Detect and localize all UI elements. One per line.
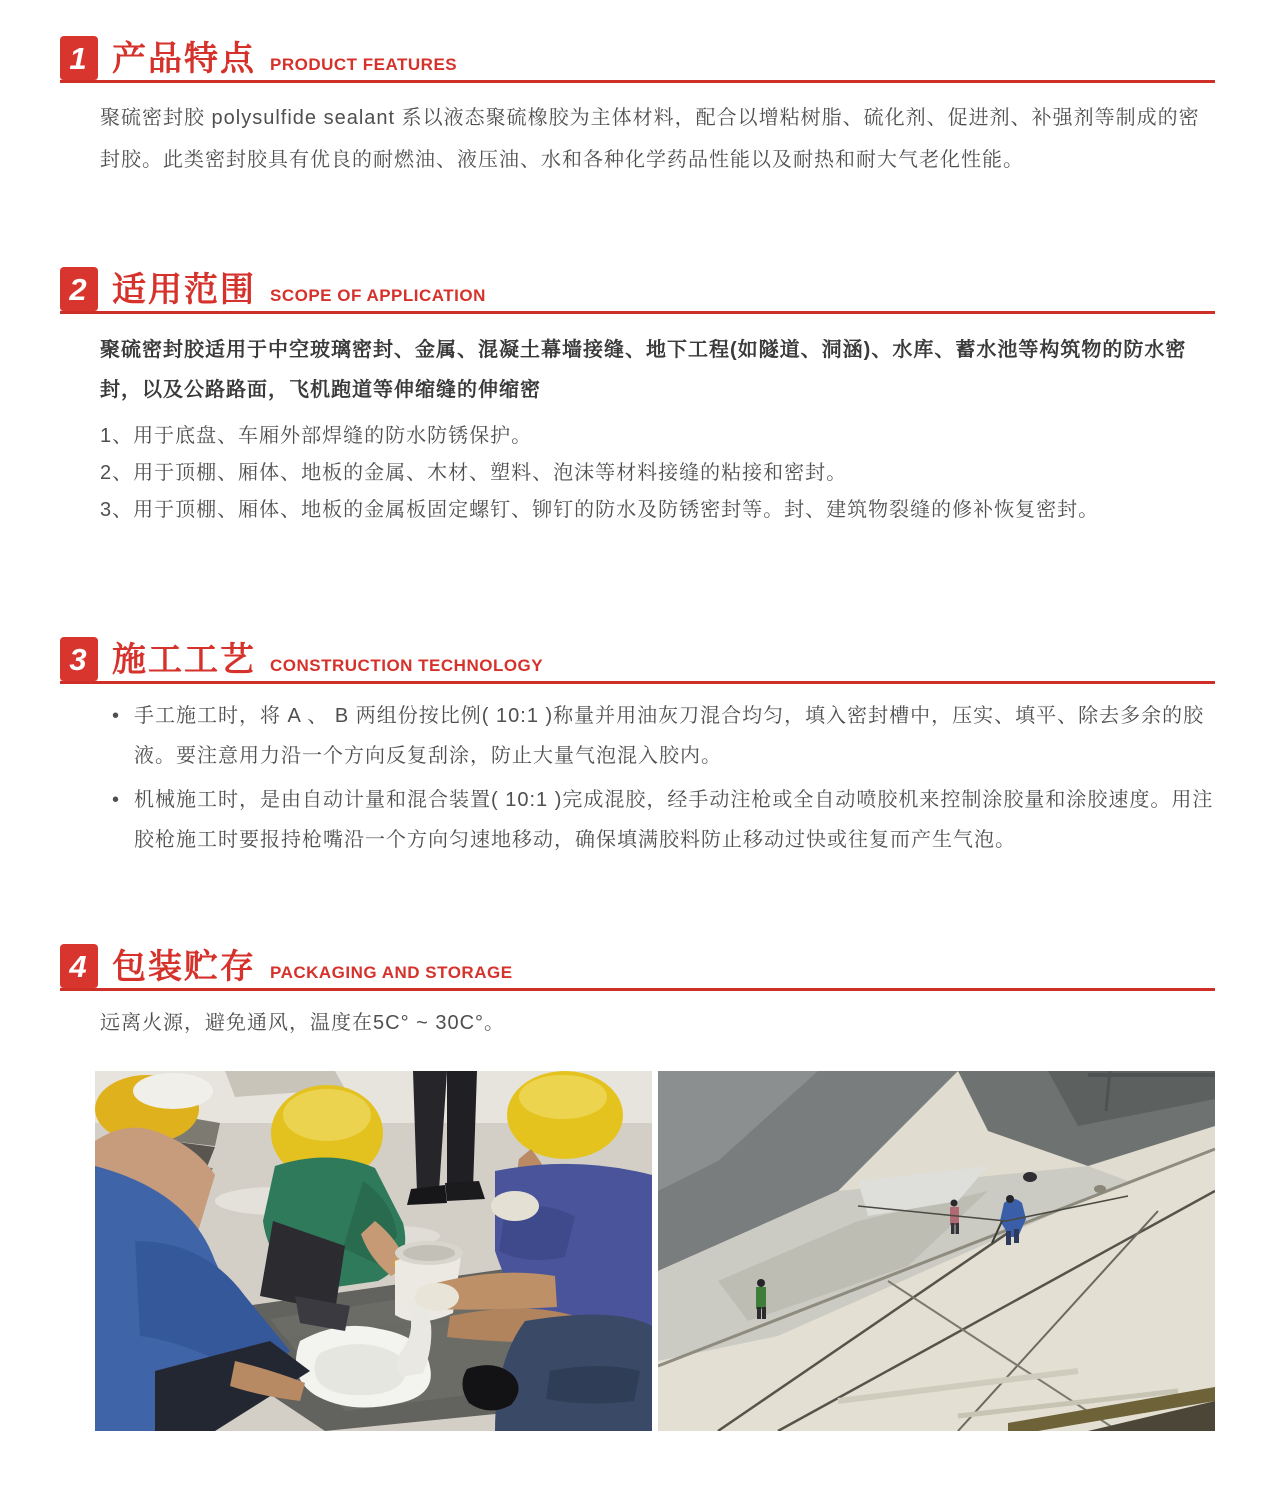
list-item: 1、用于底盘、车厢外部焊缝的防水防锈保护。 (100, 425, 533, 447)
section-1-header (60, 36, 1215, 83)
section-3-number-badge (60, 637, 98, 681)
spacer (0, 181, 1280, 267)
section-number: 3 (69, 641, 87, 677)
construction-steps-list (112, 696, 1215, 860)
list-item: 3、用于顶棚、厢体、地板的金属板固定螺钉、铆钉的防水及防锈密封等。封、建筑物裂缝的修补恢复密封。 (100, 499, 1100, 521)
application-list (100, 418, 1215, 529)
section-4-number-badge (60, 944, 98, 988)
bullet-item: • 手工施工时，将 A 、 B 两组份按比例( 10:1 )称量并用油灰刀混合均匀，填入密封槽中，压实、填平、除去多余的胶液。要注意用力沿一个方向反复刮涂，防止大量气泡混入胶内。 (112, 696, 1215, 776)
section-scope-of-application (0, 267, 1280, 529)
concrete-slope-illustration (658, 1071, 1215, 1431)
section-1-number-badge (60, 36, 98, 80)
worker-far (1023, 1172, 1037, 1182)
section-title-en: SCOPE OF APPLICATION (270, 286, 486, 305)
section-packaging-and-storage (0, 944, 1280, 1041)
section-2-header (60, 267, 1215, 314)
list-item: 2、用于顶棚、厢体、地板的金属、木材、塑料、泡沫等材料接缝的粘接和密封。 (100, 462, 848, 484)
section-1-paragraph: 聚硫密封胶 polysulfide sealant 系以液态聚硫橡胶为主体材料，配合以增粘树脂、硫化剂、促进剂、补强剂等制成的密封胶。此类密封胶具有优良的耐燃油、液压油、水和各种化学药品性能以及耐热和耐大气老化性能。 (100, 107, 1200, 171)
section-number: 4 (69, 948, 87, 984)
section-title-zh: 适用范围 (112, 271, 256, 310)
storage-instructions: 远离火源，避免通风，温度在5C° ~ 30C°。 (100, 1012, 506, 1034)
section-title-en: CONSTRUCTION TECHNOLOGY (270, 656, 544, 675)
photo-row (95, 1071, 1215, 1431)
section-construction-technology (0, 637, 1280, 860)
spacer (0, 864, 1280, 944)
section-2-lead-paragraph: 聚硫密封胶适用于中空玻璃密封、金属、混凝土幕墙接缝、地下工程(如隧道、洞涵)、水库、蓄水池等构筑物的防水密封，以及公路路面，飞机跑道等伸缩缝的伸缩密 (100, 339, 1187, 401)
section-title-zh: 产品特点 (112, 40, 256, 79)
section-number: 2 (69, 271, 87, 307)
section-4-header (60, 944, 1215, 991)
spacer (0, 529, 1280, 637)
section-title-zh: 施工工艺 (112, 641, 256, 680)
bullet-item: • 机械施工时，是由自动计量和混合装置( 10:1 )完成混胶，经手动注枪或全自动喷胶机来控制涂胶量和涂胶速度。用注胶枪施工时要报持枪嘴沿一个方向匀速地移动，确保填满胶料防止移动过快或往复而产生气泡。 (112, 780, 1215, 860)
photo-concrete-slope (658, 1071, 1215, 1431)
workers-sealant-illustration (95, 1071, 652, 1431)
section-title-en: PRODUCT FEATURES (270, 55, 458, 74)
section-product-features (0, 0, 1280, 181)
section-3-header (60, 637, 1215, 684)
section-title-zh: 包装贮存 (112, 948, 256, 987)
section-number: 1 (69, 40, 87, 76)
section-2-number-badge (60, 267, 98, 311)
section-title-en: PACKAGING AND STORAGE (270, 963, 513, 982)
photo-workers-sealant (95, 1071, 652, 1431)
